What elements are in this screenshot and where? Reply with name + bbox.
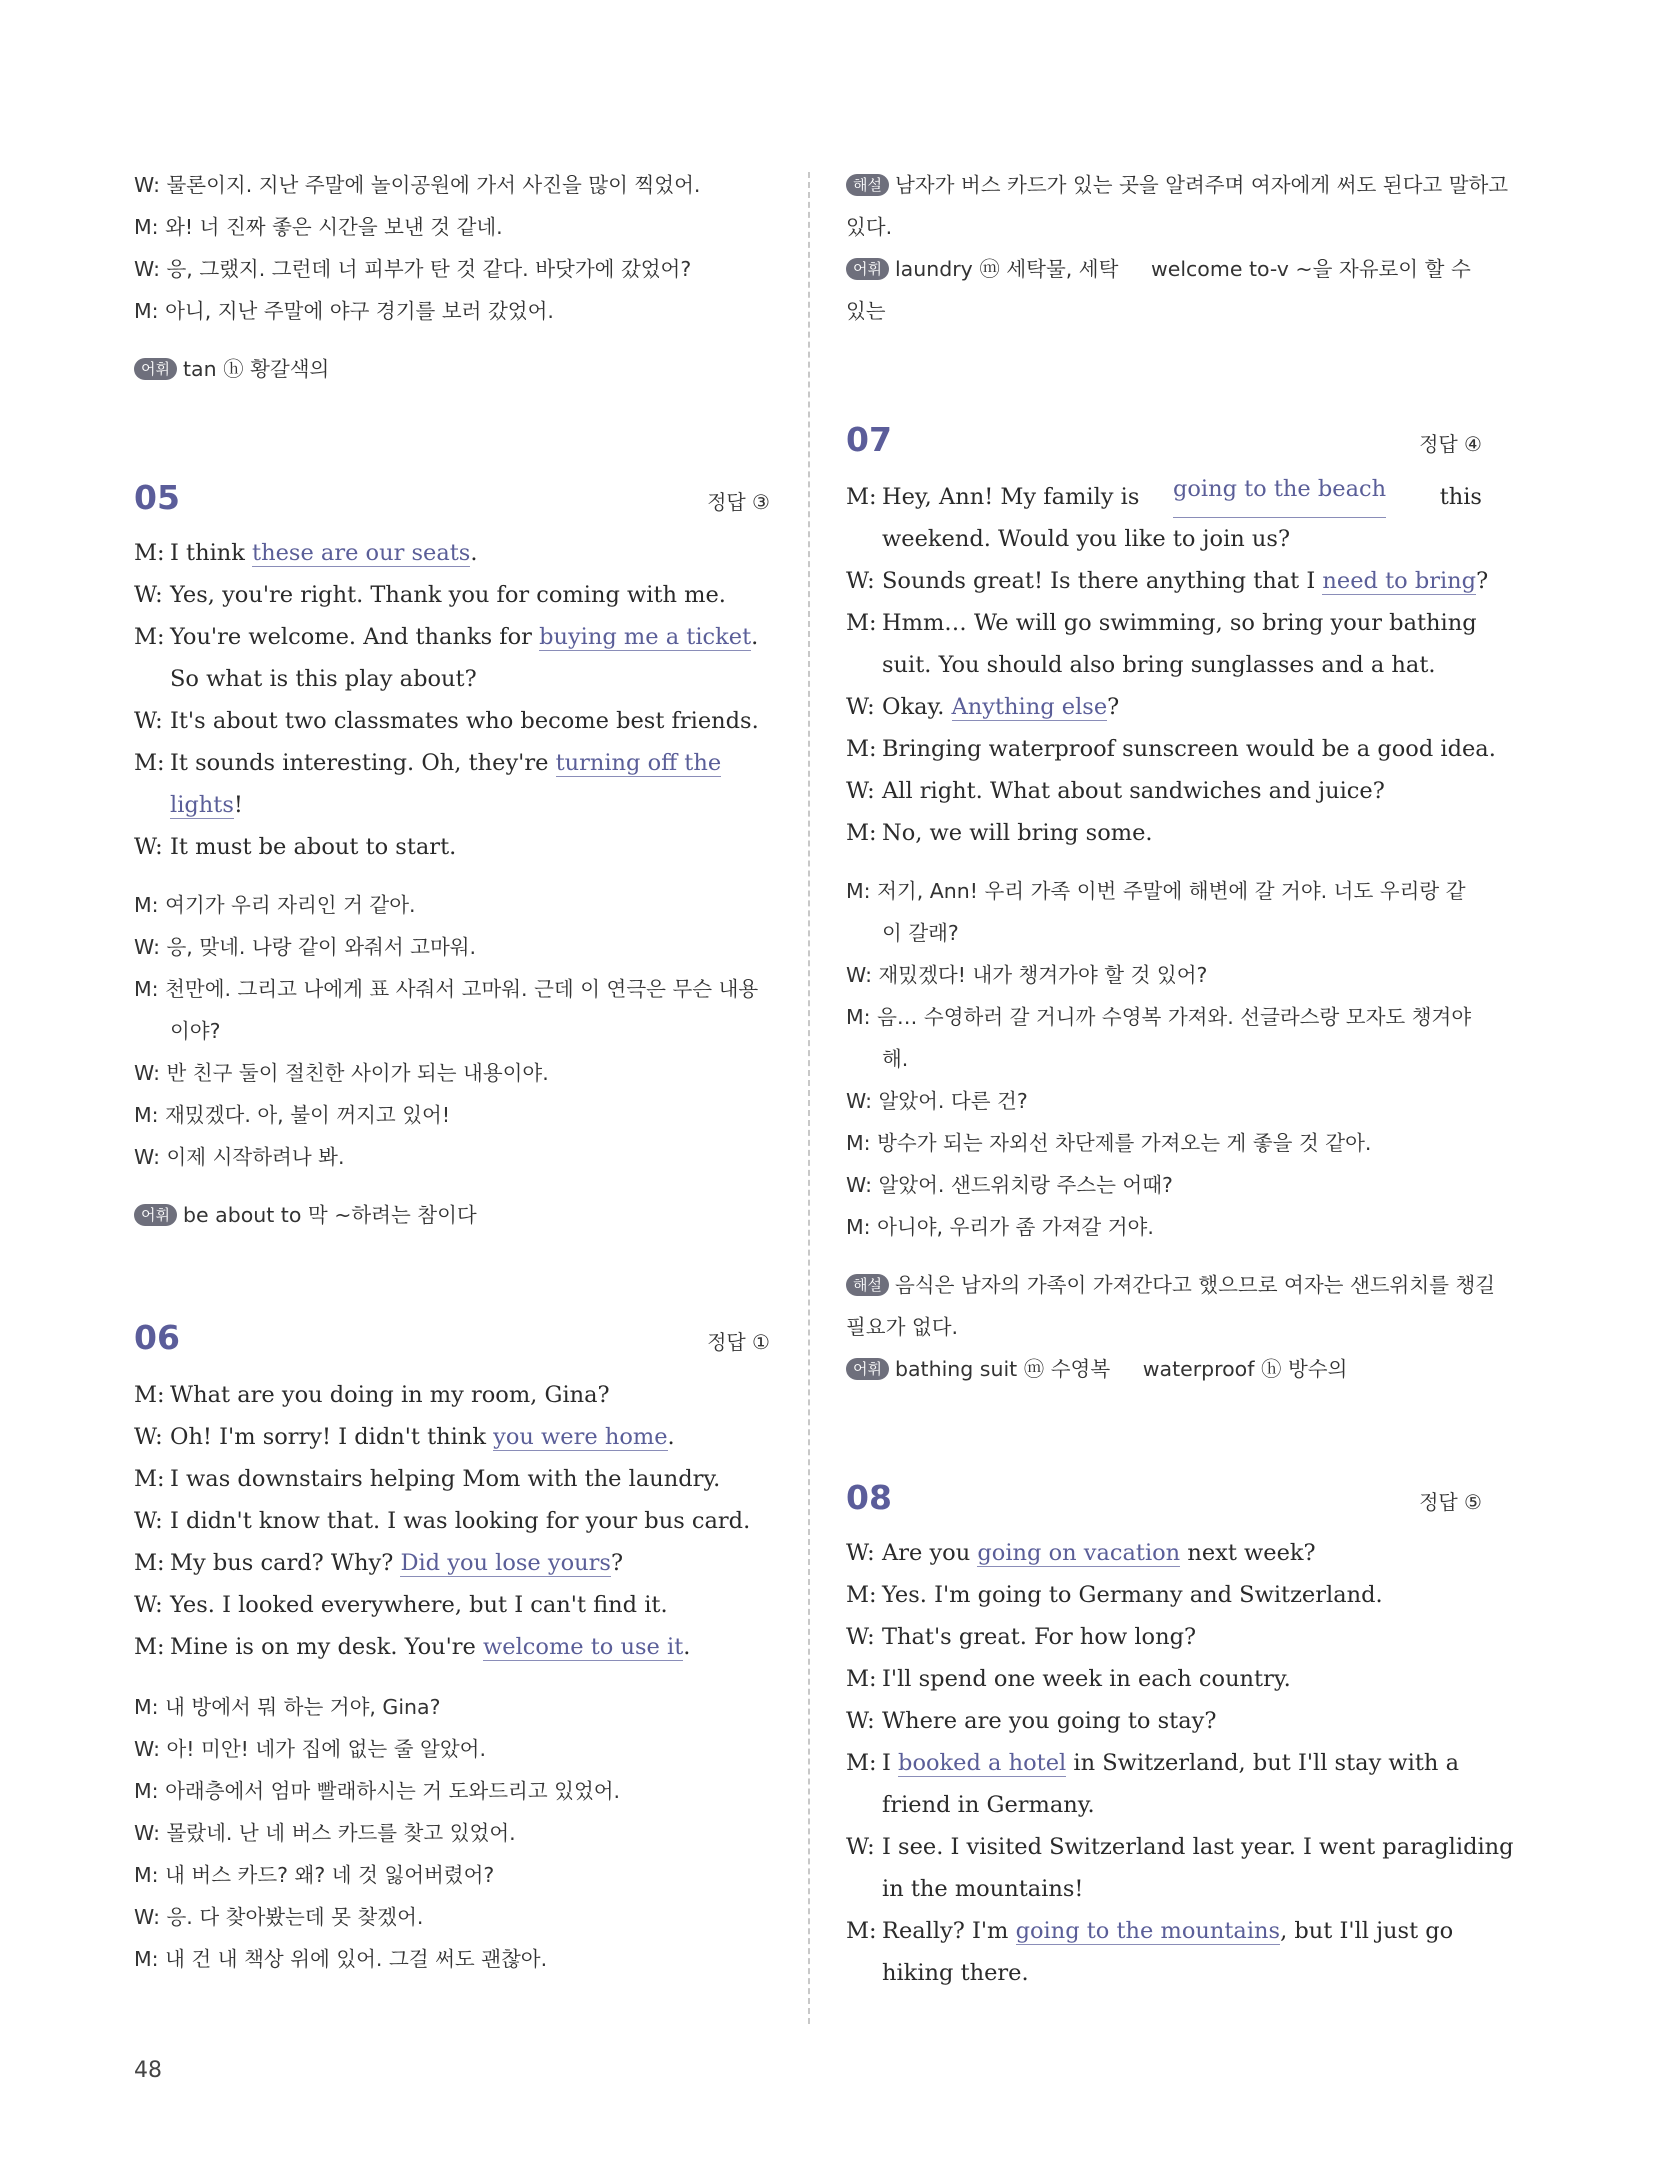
translation-line: M: 아니야, 우리가 좀 가져갈 거야. [846,1215,1154,1239]
dialogue-text: Mine is on my desk. You're [170,1634,484,1660]
question-number: 07 [846,420,892,459]
explanation-note [846,164,1509,206]
translation-line: W: 재밌겠다! 내가 챙겨가야 할 것 있어? [846,963,1208,987]
translation-line: W: 반 친구 둘이 절친한 사이가 되는 내용이야. [134,1061,549,1085]
explanation-text: 음식은 남자의 가족이 가져간다고 했으므로 여자는 샌드위치를 챙길 [894,1273,1496,1297]
dialogue-text: this [1432,484,1482,510]
speaker: W: [846,1540,875,1566]
dialogue-text: Hmm… We will go swimming, so bring your bathing [882,610,1477,636]
answer-label: 정답 ① [707,1330,770,1354]
dialogue-text: Sounds great! Is there anything that I [882,568,1323,594]
highlight-phrase: turning off the [555,750,722,776]
intro-ko-line: W: 물론이지. 지난 주말에 놀이공원에 가서 사진을 많이 찍었어. [134,173,701,197]
speaker: W: [846,1834,875,1860]
answer-label: 정답 ③ [707,490,770,514]
question-number: 06 [134,1318,180,1357]
dialogue-text: I see. I visited Switzerland last year. I went paragliding [882,1834,1514,1860]
highlight-phrase: going on vacation [977,1540,1181,1566]
vocab-text: be about to 막 ~하려는 참이다 [182,1203,477,1227]
dialogue-text: , but I'll just go [1280,1918,1454,1944]
dialogue-text: So what is this play about? [170,666,477,692]
speaker: M: [846,1750,877,1776]
translation-line: W: 알았어. 샌드위치랑 주스는 어때? [846,1173,1173,1197]
translation-line: W: 이제 시작하려나 봐. [134,1145,345,1169]
speaker: M: [134,1550,165,1576]
vocab-text: 있는 [846,299,886,323]
intro-ko-line: M: 와! 너 진짜 좋은 시간을 보낸 것 같네. [134,215,503,239]
dialogue-text: Yes. I looked everywhere, but I can't find it. [170,1592,668,1618]
intro-ko-line: M: 아니, 지난 주말에 야구 경기를 보러 갔었어. [134,299,554,323]
explanation-text: 있다. [846,215,893,239]
highlight-phrase: lights [170,792,234,818]
speaker: M: [134,1382,165,1408]
translation-line: M: 아래층에서 엄마 빨래하시는 거 도와드리고 있었어. [134,1779,621,1803]
dialogue-text: hiking there. [882,1960,1029,1986]
vocab-badge: 어휘 [134,358,177,380]
intro-ko-line: W: 응, 그랬지. 그런데 너 피부가 탄 것 같다. 바닷가에 갔었어? [134,257,692,281]
translation-line: M: 저기, Ann! 우리 가족 이번 주말에 해변에 갈 거야. 너도 우리랑 같 [846,879,1466,903]
highlight-phrase: Did you lose yours [400,1550,611,1576]
speaker: W: [846,1708,875,1734]
question-number: 05 [134,478,180,517]
speaker: M: [846,820,877,846]
dialogue-text: No, we will bring some. [882,820,1153,846]
translation-line: M: 내 버스 카드? 왜? 네 것 잃어버렸어? [134,1863,495,1887]
vocab-badge: 어휘 [846,1358,889,1380]
dialogue-text: I [882,1750,899,1776]
dialogue-text: in the mountains! [882,1876,1084,1902]
intro-vocab [134,348,770,390]
highlight-phrase: welcome to use it [483,1634,684,1660]
explanation-badge: 해설 [846,174,889,196]
speaker: W: [134,1592,163,1618]
dialogue-text: next week? [1180,1540,1316,1566]
dialogue-text: . [751,624,759,650]
explanation-note [846,1264,1496,1306]
dialogue-text: All right. What about sandwiches and juice? [882,778,1385,804]
highlight-phrase: you were home [493,1424,668,1450]
dialogue-text: Yes. I'm going to Germany and Switzerland. [882,1582,1383,1608]
speaker: M: [846,1918,877,1944]
dialogue-text: suit. You should also bring sunglasses and a hat. [882,652,1436,678]
answer-label: 정답 ④ [1419,432,1482,456]
dialogue-text: Bringing waterproof sunscreen would be a good idea. [882,736,1496,762]
translation-line: W: 응, 맞네. 나랑 같이 와줘서 고마워. [134,935,477,959]
page-number: 48 [134,2058,162,2083]
dialogue-text: That's great. For how long? [882,1624,1197,1650]
dialogue-text: It's about two classmates who become best friends. [170,708,759,734]
dialogue-text: It sounds interesting. Oh, they're [170,750,556,776]
dialogue-text: Hey, Ann! My family is [882,484,1147,510]
dialogue-text: I'll spend one week in each country. [882,1666,1291,1692]
speaker: M: [134,1466,165,1492]
dialogue-text: . [683,1634,691,1660]
vocab-text: bathing suit ⓜ 수영복 waterproof ⓗ 방수의 [894,1357,1348,1381]
speaker: M: [134,1634,165,1660]
speaker: W: [134,708,163,734]
speaker: W: [846,568,875,594]
dialogue-text: weekend. Would you like to join us? [882,526,1291,552]
speaker: W: [134,834,163,860]
translation-line: W: 몰랐네. 난 네 버스 카드를 찾고 있었어. [134,1821,516,1845]
translation-line: M: 천만에. 그리고 나에게 표 사줘서 고마워. 근데 이 연극은 무슨 내용 [134,977,759,1001]
speaker: W: [134,1424,163,1450]
vocab-note [846,248,1482,290]
vocab-text: laundry ⓜ 세탁물, 세탁 welcome to-v ~을 자유로이 할 수 [894,257,1471,281]
dialogue-text: I was downstairs helping Mom with the laundry. [170,1466,721,1492]
dialogue-text: ? [1107,694,1120,720]
dialogue-text: . [667,1424,675,1450]
dialogue-text: I didn't know that. I was looking for your bus card. [170,1508,751,1534]
dialogue-text: ! [233,792,243,818]
explanation-badge: 해설 [846,1274,889,1296]
translation-line: M: 내 건 내 책상 위에 있어. 그걸 써도 괜찮아. [134,1947,548,1971]
translation-line: M: 음… 수영하러 갈 거니까 수영복 가져와. 선글라스랑 모자도 챙겨야 [846,1005,1472,1029]
speaker: M: [134,750,165,776]
explanation-text: 남자가 버스 카드가 있는 곳을 알려주며 여자에게 써도 된다고 말하고 [894,173,1509,197]
speaker: M: [846,610,877,636]
vocab-badge: 어휘 [846,258,889,280]
translation-line: M: 내 방에서 뭐 하는 거야, Gina? [134,1695,441,1719]
translation-line: W: 아! 미안! 네가 집에 없는 줄 알았어. [134,1737,486,1761]
dialogue-text: Really? I'm [882,1918,1016,1944]
highlight-phrase: going to the mountains [1015,1918,1281,1944]
vocab-badge: 어휘 [134,1204,177,1226]
answer-label: 정답 ⑤ [1419,1490,1482,1514]
dialogue-text: Are you [882,1540,978,1566]
translation-line: W: 응. 다 찾아봤는데 못 찾겠어. [134,1905,424,1929]
dialogue-text: friend in Germany. [882,1792,1095,1818]
translation-line: W: 알았어. 다른 건? [846,1089,1028,1113]
speaker: W: [134,1508,163,1534]
highlight-phrase: going to the beach [1173,476,1386,518]
dialogue-text: What are you doing in my room, Gina? [170,1382,610,1408]
dialogue-text: ? [610,1550,624,1576]
speaker: M: [134,624,165,650]
dialogue-text: I think [170,540,253,566]
translation-line: M: 여기가 우리 자리인 거 같아. [134,893,416,917]
highlight-phrase: buying me a ticket [539,624,752,650]
dialogue-text: My bus card? Why? [170,1550,401,1576]
speaker: W: [134,582,163,608]
speaker: M: [846,484,877,510]
dialogue-text: . [470,540,478,566]
question-number: 08 [846,1478,892,1517]
speaker: M: [846,736,877,762]
vocab-text: tan ⓗ 황갈색의 [182,357,330,381]
speaker: W: [846,694,875,720]
vocab-note [846,1348,1482,1390]
dialogue-text: You're welcome. And thanks for [170,624,540,650]
dialogue-text: Okay. [882,694,952,720]
speaker: M: [134,540,165,566]
dialogue-text: ? [1476,568,1489,594]
dialogue-text: It must be about to start. [170,834,457,860]
speaker: M: [846,1582,877,1608]
dialogue-text: Yes, you're right. Thank you for coming with me. [170,582,726,608]
translation-line: M: 재밌겠다. 아, 불이 꺼지고 있어! [134,1103,451,1127]
highlight-phrase: booked a hotel [898,1750,1067,1776]
highlight-phrase: these are our seats [252,540,471,566]
dialogue-text: Oh! I'm sorry! I didn't think [170,1424,494,1450]
speaker: W: [846,778,875,804]
dialogue-text: Where are you going to stay? [882,1708,1217,1734]
dialogue-text: in Switzerland, but I'll stay with a [1066,1750,1459,1776]
speaker: W: [846,1624,875,1650]
highlight-phrase: need to bring [1322,568,1477,594]
translation-line: M: 방수가 되는 자외선 차단제를 가져오는 게 좋을 것 같아. [846,1131,1372,1155]
column-divider [808,172,810,2024]
explanation-text: 필요가 없다. [846,1315,959,1339]
speaker: M: [846,1666,877,1692]
vocab-note [134,1194,770,1236]
highlight-phrase: Anything else [951,694,1108,720]
